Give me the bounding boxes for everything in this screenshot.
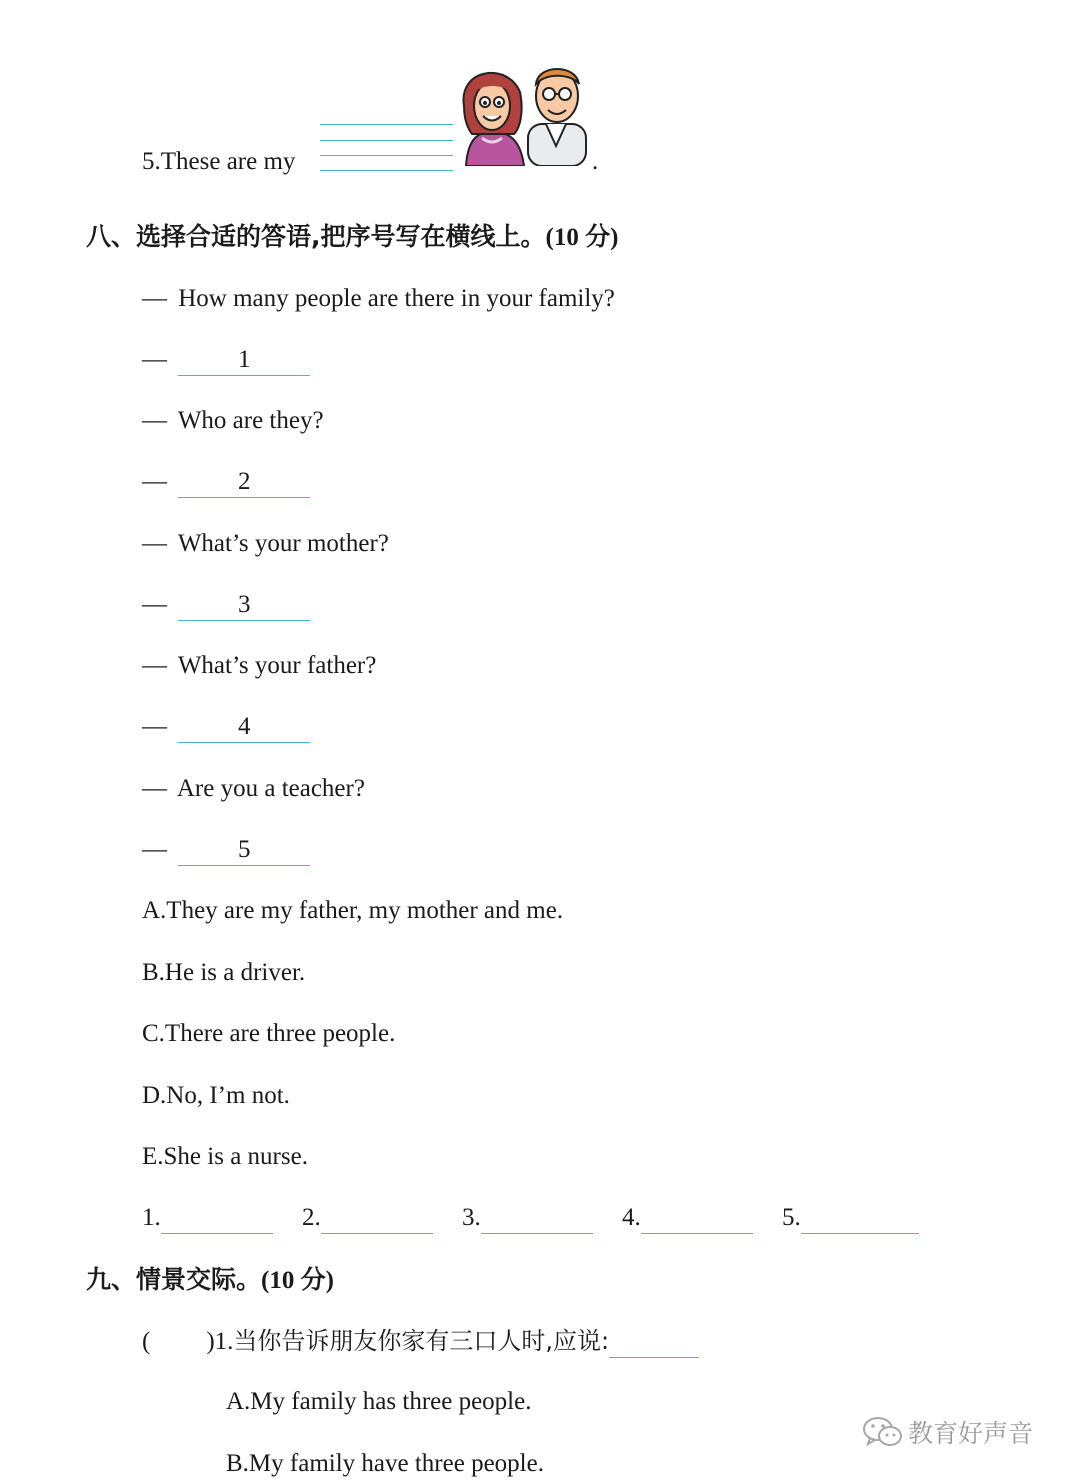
dialogue-line [142, 651, 376, 681]
dash: — [142, 836, 167, 863]
answer-field-2[interactable] [321, 1203, 433, 1234]
q5-blank-line-4 [320, 170, 453, 171]
answer-blank-3[interactable]: 3 [178, 590, 310, 621]
dash: — [142, 530, 167, 557]
dialogue-text: What’s your father? [177, 652, 377, 679]
section8-score: (10 分) [545, 224, 619, 251]
s9-q1-option-a: A.My family has three people. [226, 1388, 532, 1415]
dialogue-text: What’s your mother? [177, 530, 389, 557]
answer-slot-2 [302, 1203, 433, 1234]
dialogue-answer-line [142, 712, 310, 743]
wechat-icon [862, 1415, 904, 1449]
dialogue-answer-line [142, 590, 310, 621]
section8-title: 八、选择合适的答语,把序号写在横线上。 [86, 222, 546, 251]
q5-prefix: 5.These are my [142, 148, 296, 175]
section9-score: (10 分) [261, 1267, 334, 1294]
section9-heading [86, 1265, 334, 1296]
answer-label: 3. [462, 1204, 481, 1231]
answer-blank-2[interactable]: 2 [178, 467, 310, 498]
option-e: E.She is a nurse. [142, 1143, 308, 1170]
q5-blank-line-3 [320, 155, 453, 156]
paren-open: ( [142, 1328, 151, 1355]
dash: — [142, 713, 167, 740]
watermark-text: 教育好声音 [908, 1419, 1034, 1448]
dialogue-line [142, 284, 615, 314]
answer-field-5[interactable] [801, 1203, 919, 1234]
dialogue-answer-line [142, 835, 310, 866]
q1-prompt: 当你告诉朋友你家有三口人时,应说: [233, 1327, 610, 1355]
s9-q1 [142, 1326, 699, 1358]
q1-number: 1. [214, 1328, 234, 1355]
dialogue-text: How many people are there in your family? [178, 285, 615, 312]
answer-slot-4 [622, 1203, 753, 1234]
q5-text [142, 147, 295, 177]
watermark [862, 1414, 1033, 1450]
option-d: D.No, I’m not. [142, 1082, 290, 1109]
option-c: C.There are three people. [142, 1020, 396, 1047]
dash: — [142, 591, 167, 618]
dialogue-line [142, 774, 365, 804]
answer-slot-5 [782, 1203, 919, 1234]
answer-slot-3 [462, 1203, 593, 1234]
answer-label: 5. [782, 1204, 801, 1231]
answer-label: 2. [302, 1204, 321, 1231]
q5-blank-line-2 [320, 140, 453, 141]
answer-slot-1 [142, 1203, 273, 1234]
option-a: A.They are my father, my mother and me. [142, 897, 564, 924]
dialogue-answer-line [142, 467, 310, 498]
paren-close: ) [206, 1328, 215, 1355]
dash: — [142, 652, 167, 679]
answer-blank-5[interactable]: 5 [178, 835, 310, 866]
q5-blank-line-1 [320, 124, 453, 125]
dialogue-line [142, 529, 389, 559]
dash: — [142, 407, 167, 434]
answer-label: 1. [142, 1204, 161, 1231]
parents-illustration [458, 62, 592, 166]
answer-field-1[interactable] [161, 1203, 273, 1234]
q1-blank[interactable] [609, 1327, 699, 1358]
dialogue-text: Who are they? [177, 407, 324, 434]
answer-blank-1[interactable]: 1 [178, 345, 310, 376]
dash: — [142, 775, 167, 802]
answer-field-3[interactable] [481, 1203, 593, 1234]
dash: — [142, 468, 167, 495]
answer-field-4[interactable] [641, 1203, 753, 1234]
dialogue-line [142, 406, 324, 436]
dialogue-text: Are you a teacher? [176, 775, 365, 802]
answer-blank-4[interactable]: 4 [178, 712, 310, 743]
answer-label: 4. [622, 1204, 641, 1231]
dialogue-answer-line [142, 345, 310, 376]
dash: — [142, 346, 167, 373]
q5-period: . [592, 148, 599, 175]
s9-q1-option-b: B.My family have three people. [226, 1450, 544, 1477]
section8-heading [86, 222, 618, 253]
option-b: B.He is a driver. [142, 959, 306, 986]
dash: — [142, 285, 167, 312]
section9-title: 九、情景交际。 [86, 1265, 262, 1294]
